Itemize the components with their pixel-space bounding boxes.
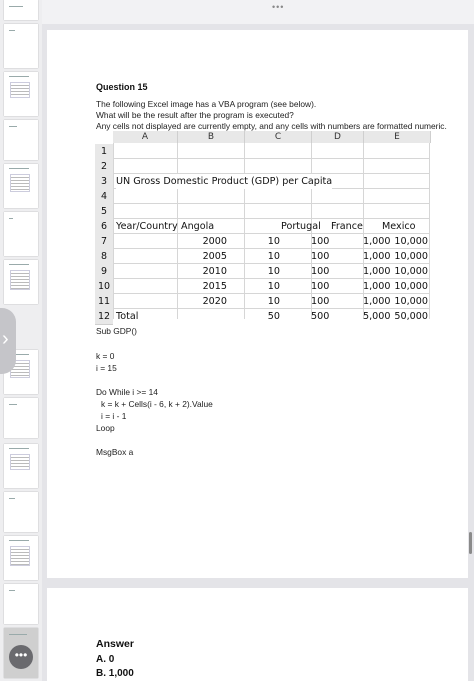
header-cell: Portugal (281, 221, 321, 232)
question-text: Any cells not displayed are currently empty, and any cells with numbers are formatted numeric. (96, 121, 447, 131)
angola-cell: 10 (267, 296, 280, 307)
column-header: D (312, 131, 364, 143)
portugal-cell: 100 (311, 266, 330, 277)
france-cell: 1,000 (363, 266, 391, 277)
column-header: E (364, 131, 431, 143)
france-total-cell: 5,000 (363, 311, 391, 322)
mexico-cell: 10,000 (394, 296, 428, 307)
vba-code-line: Loop (96, 423, 115, 433)
row-header: 7 (95, 234, 113, 250)
portugal-cell: 100 (311, 236, 330, 247)
year-cell: 2015 (202, 281, 227, 292)
page-thumbnail[interactable] (4, 72, 38, 116)
portugal-cell: 100 (311, 281, 330, 292)
angola-total-cell: 50 (267, 311, 280, 322)
angola-cell: 10 (267, 236, 280, 247)
document-page (47, 30, 468, 578)
page-thumbnail[interactable] (4, 212, 38, 256)
year-cell: 2010 (202, 266, 227, 277)
collapse-sidebar-handle[interactable] (0, 308, 16, 374)
france-cell: 1,000 (363, 296, 391, 307)
scrollbar-thumb[interactable] (469, 532, 472, 554)
row-header: 5 (95, 204, 113, 220)
chevron-right-icon: › (2, 328, 9, 350)
angola-cell: 10 (267, 281, 280, 292)
column-header: A (113, 131, 178, 143)
page-thumbnail[interactable] (4, 120, 38, 160)
france-cell: 1,000 (363, 236, 391, 247)
angola-cell: 10 (267, 251, 280, 262)
row-header: 11 (95, 294, 113, 310)
vba-code-line: k = 0 (96, 351, 115, 361)
vba-code-line: Sub GDP() (96, 326, 137, 336)
vba-code-line: i = 15 (96, 363, 117, 373)
page-thumbnail[interactable] (4, 398, 38, 438)
vba-code-line: Do While i >= 14 (96, 387, 158, 397)
vba-code-line: k = k + Cells(i - 6, k + 2).Value (101, 399, 213, 409)
row-header: 1 (95, 144, 113, 160)
row-header: 10 (95, 279, 113, 295)
portugal-cell: 100 (311, 296, 330, 307)
page-thumbnail[interactable] (4, 0, 38, 20)
france-cell: 1,000 (363, 251, 391, 262)
column-header: C (245, 131, 312, 143)
excel-sheet-image (95, 131, 430, 321)
row-header: 6 (95, 219, 113, 235)
year-cell: 2000 (202, 236, 227, 247)
ellipsis-icon: ••• (14, 648, 28, 662)
page-thumbnail[interactable] (4, 260, 38, 304)
header-cell: Mexico (382, 221, 416, 232)
more-options-button[interactable] (9, 645, 33, 669)
toolbar-dots-icon[interactable]: ••• (272, 2, 285, 12)
year-cell: 2005 (202, 251, 227, 262)
total-label-cell: Total (116, 311, 139, 322)
vba-code-line: MsgBox a (96, 447, 134, 457)
portugal-cell: 100 (311, 251, 330, 262)
page-thumbnail[interactable] (4, 492, 38, 532)
answer-option: A. 0 (96, 654, 115, 665)
mexico-cell: 10,000 (394, 266, 428, 277)
header-cell: Year/Country (116, 221, 178, 232)
mexico-cell: 10,000 (394, 281, 428, 292)
row-header: 9 (95, 264, 113, 280)
page-thumbnail[interactable] (4, 584, 38, 624)
row-header: 4 (95, 189, 113, 205)
sheet-title-cell: UN Gross Domestic Product (GDP) per Capita (116, 176, 333, 187)
question-text: The following Excel image has a VBA program (see below). (96, 99, 317, 109)
vba-code-line: i = i - 1 (101, 411, 127, 421)
row-header: 12 (95, 309, 113, 325)
row-header: 3 (95, 174, 113, 190)
year-cell: 2020 (202, 296, 227, 307)
mexico-cell: 10,000 (394, 236, 428, 247)
header-cell: Angola (181, 221, 215, 232)
row-header: 2 (95, 159, 113, 175)
row-header: 8 (95, 249, 113, 265)
column-header: B (178, 131, 245, 143)
portugal-total-cell: 500 (311, 311, 330, 322)
answer-option: B. 1,000 (96, 668, 134, 679)
page-thumbnail[interactable] (4, 24, 38, 68)
question-text: What will be the result after the program is executed? (96, 110, 294, 120)
mexico-cell: 10,000 (394, 251, 428, 262)
page-thumbnail[interactable] (4, 444, 38, 488)
angola-cell: 10 (267, 266, 280, 277)
header-cell: France (331, 221, 363, 232)
answer-title: Answer (96, 638, 134, 650)
france-cell: 1,000 (363, 281, 391, 292)
mexico-total-cell: 50,000 (394, 311, 428, 322)
page-thumbnail[interactable] (4, 164, 38, 208)
question-title: Question 15 (96, 82, 148, 92)
top-toolbar (42, 0, 474, 24)
page-thumbnail[interactable] (4, 536, 38, 580)
